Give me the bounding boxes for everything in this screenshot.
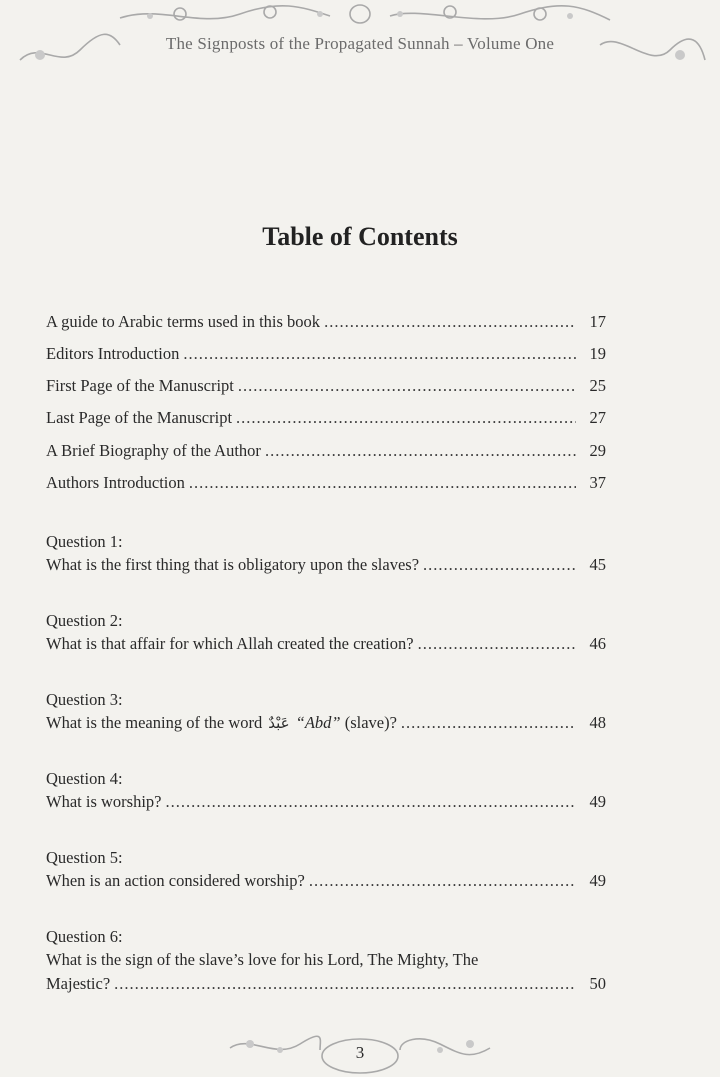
toc-page-number: 49 xyxy=(589,792,606,811)
toc-entry-label: When is an action considered worship? xyxy=(46,871,305,890)
toc-entry-label: Last Page of the Manuscript xyxy=(46,408,233,427)
dot-leader xyxy=(324,312,576,332)
toc-entry[interactable] xyxy=(46,713,606,733)
toc-entry-label: A guide to Arabic terms used in this book xyxy=(46,312,321,331)
dot-leader xyxy=(401,713,576,733)
toc-entry-label: What is the first thing that is obligatory upon the slaves? xyxy=(46,555,420,574)
toc-entry-label: Editors Introduction xyxy=(46,344,180,363)
toc-entry[interactable] xyxy=(46,344,606,364)
toc-page-number: 17 xyxy=(589,312,606,331)
toc-entry-label: What is that affair for which Allah created the creation? xyxy=(46,634,414,653)
toc-entry[interactable] xyxy=(46,441,606,461)
toc-page-number: 19 xyxy=(589,344,606,363)
dot-leader xyxy=(309,871,576,891)
toc-page-number: 50 xyxy=(589,974,606,993)
question-heading: Question 1: xyxy=(46,532,123,551)
question-heading: Question 2: xyxy=(46,611,123,630)
toc-entry[interactable] xyxy=(46,376,606,396)
question-text-after: (slave)? xyxy=(344,713,397,732)
page-number: 3 xyxy=(355,1043,365,1062)
toc-page-number: 48 xyxy=(589,713,606,732)
question-heading: Question 5: xyxy=(46,848,123,867)
toc-entry-label xyxy=(46,713,397,733)
toc-entry[interactable] xyxy=(46,555,606,575)
dot-leader xyxy=(183,344,576,364)
question-text-line: What is the sign of the slave’s love for his Lord, The Mighty, The xyxy=(46,950,479,969)
dot-leader xyxy=(114,974,576,994)
toc-page-number: 37 xyxy=(589,473,606,492)
toc-entry[interactable] xyxy=(46,871,606,891)
question-heading: Question 6: xyxy=(46,927,123,946)
question-heading: Question 4: xyxy=(46,769,123,788)
toc-entry-label: First Page of the Manuscript xyxy=(46,376,234,395)
toc-entry-label: What is worship? xyxy=(46,792,162,811)
toc-entry[interactable] xyxy=(46,792,606,812)
question-text: What is the meaning of the word xyxy=(46,713,263,732)
toc-entry-label: Majestic? xyxy=(46,974,111,993)
toc-entry-label: A Brief Biography of the Author xyxy=(46,441,261,460)
toc-page-number: 49 xyxy=(589,871,606,890)
dot-leader xyxy=(238,376,576,396)
toc-entry[interactable] xyxy=(46,312,606,332)
running-head: The Signposts of the Propagated Sunnah – Volume One xyxy=(165,34,555,53)
dot-leader xyxy=(189,473,576,493)
toc-page-number: 46 xyxy=(589,634,606,653)
toc-page-number: 45 xyxy=(589,555,606,574)
toc-page-number: 27 xyxy=(589,408,606,427)
dot-leader xyxy=(423,555,576,575)
transliteration: “Abd” xyxy=(295,713,341,732)
dot-leader xyxy=(418,634,576,654)
toc-page-number: 29 xyxy=(589,441,606,460)
toc-entry-label: Authors Introduction xyxy=(46,473,185,492)
dot-leader xyxy=(165,792,576,812)
arabic-term: عَبْدٌ xyxy=(268,714,290,732)
toc-entry[interactable] xyxy=(46,408,606,428)
toc-entry[interactable] xyxy=(46,634,606,654)
toc-entry[interactable] xyxy=(46,974,606,994)
page-title: Table of Contents xyxy=(262,222,458,251)
toc-page-number: 25 xyxy=(589,376,606,395)
toc-entry[interactable] xyxy=(46,473,606,493)
question-heading: Question 3: xyxy=(46,690,123,709)
dot-leader xyxy=(236,408,576,428)
dot-leader xyxy=(265,441,576,461)
